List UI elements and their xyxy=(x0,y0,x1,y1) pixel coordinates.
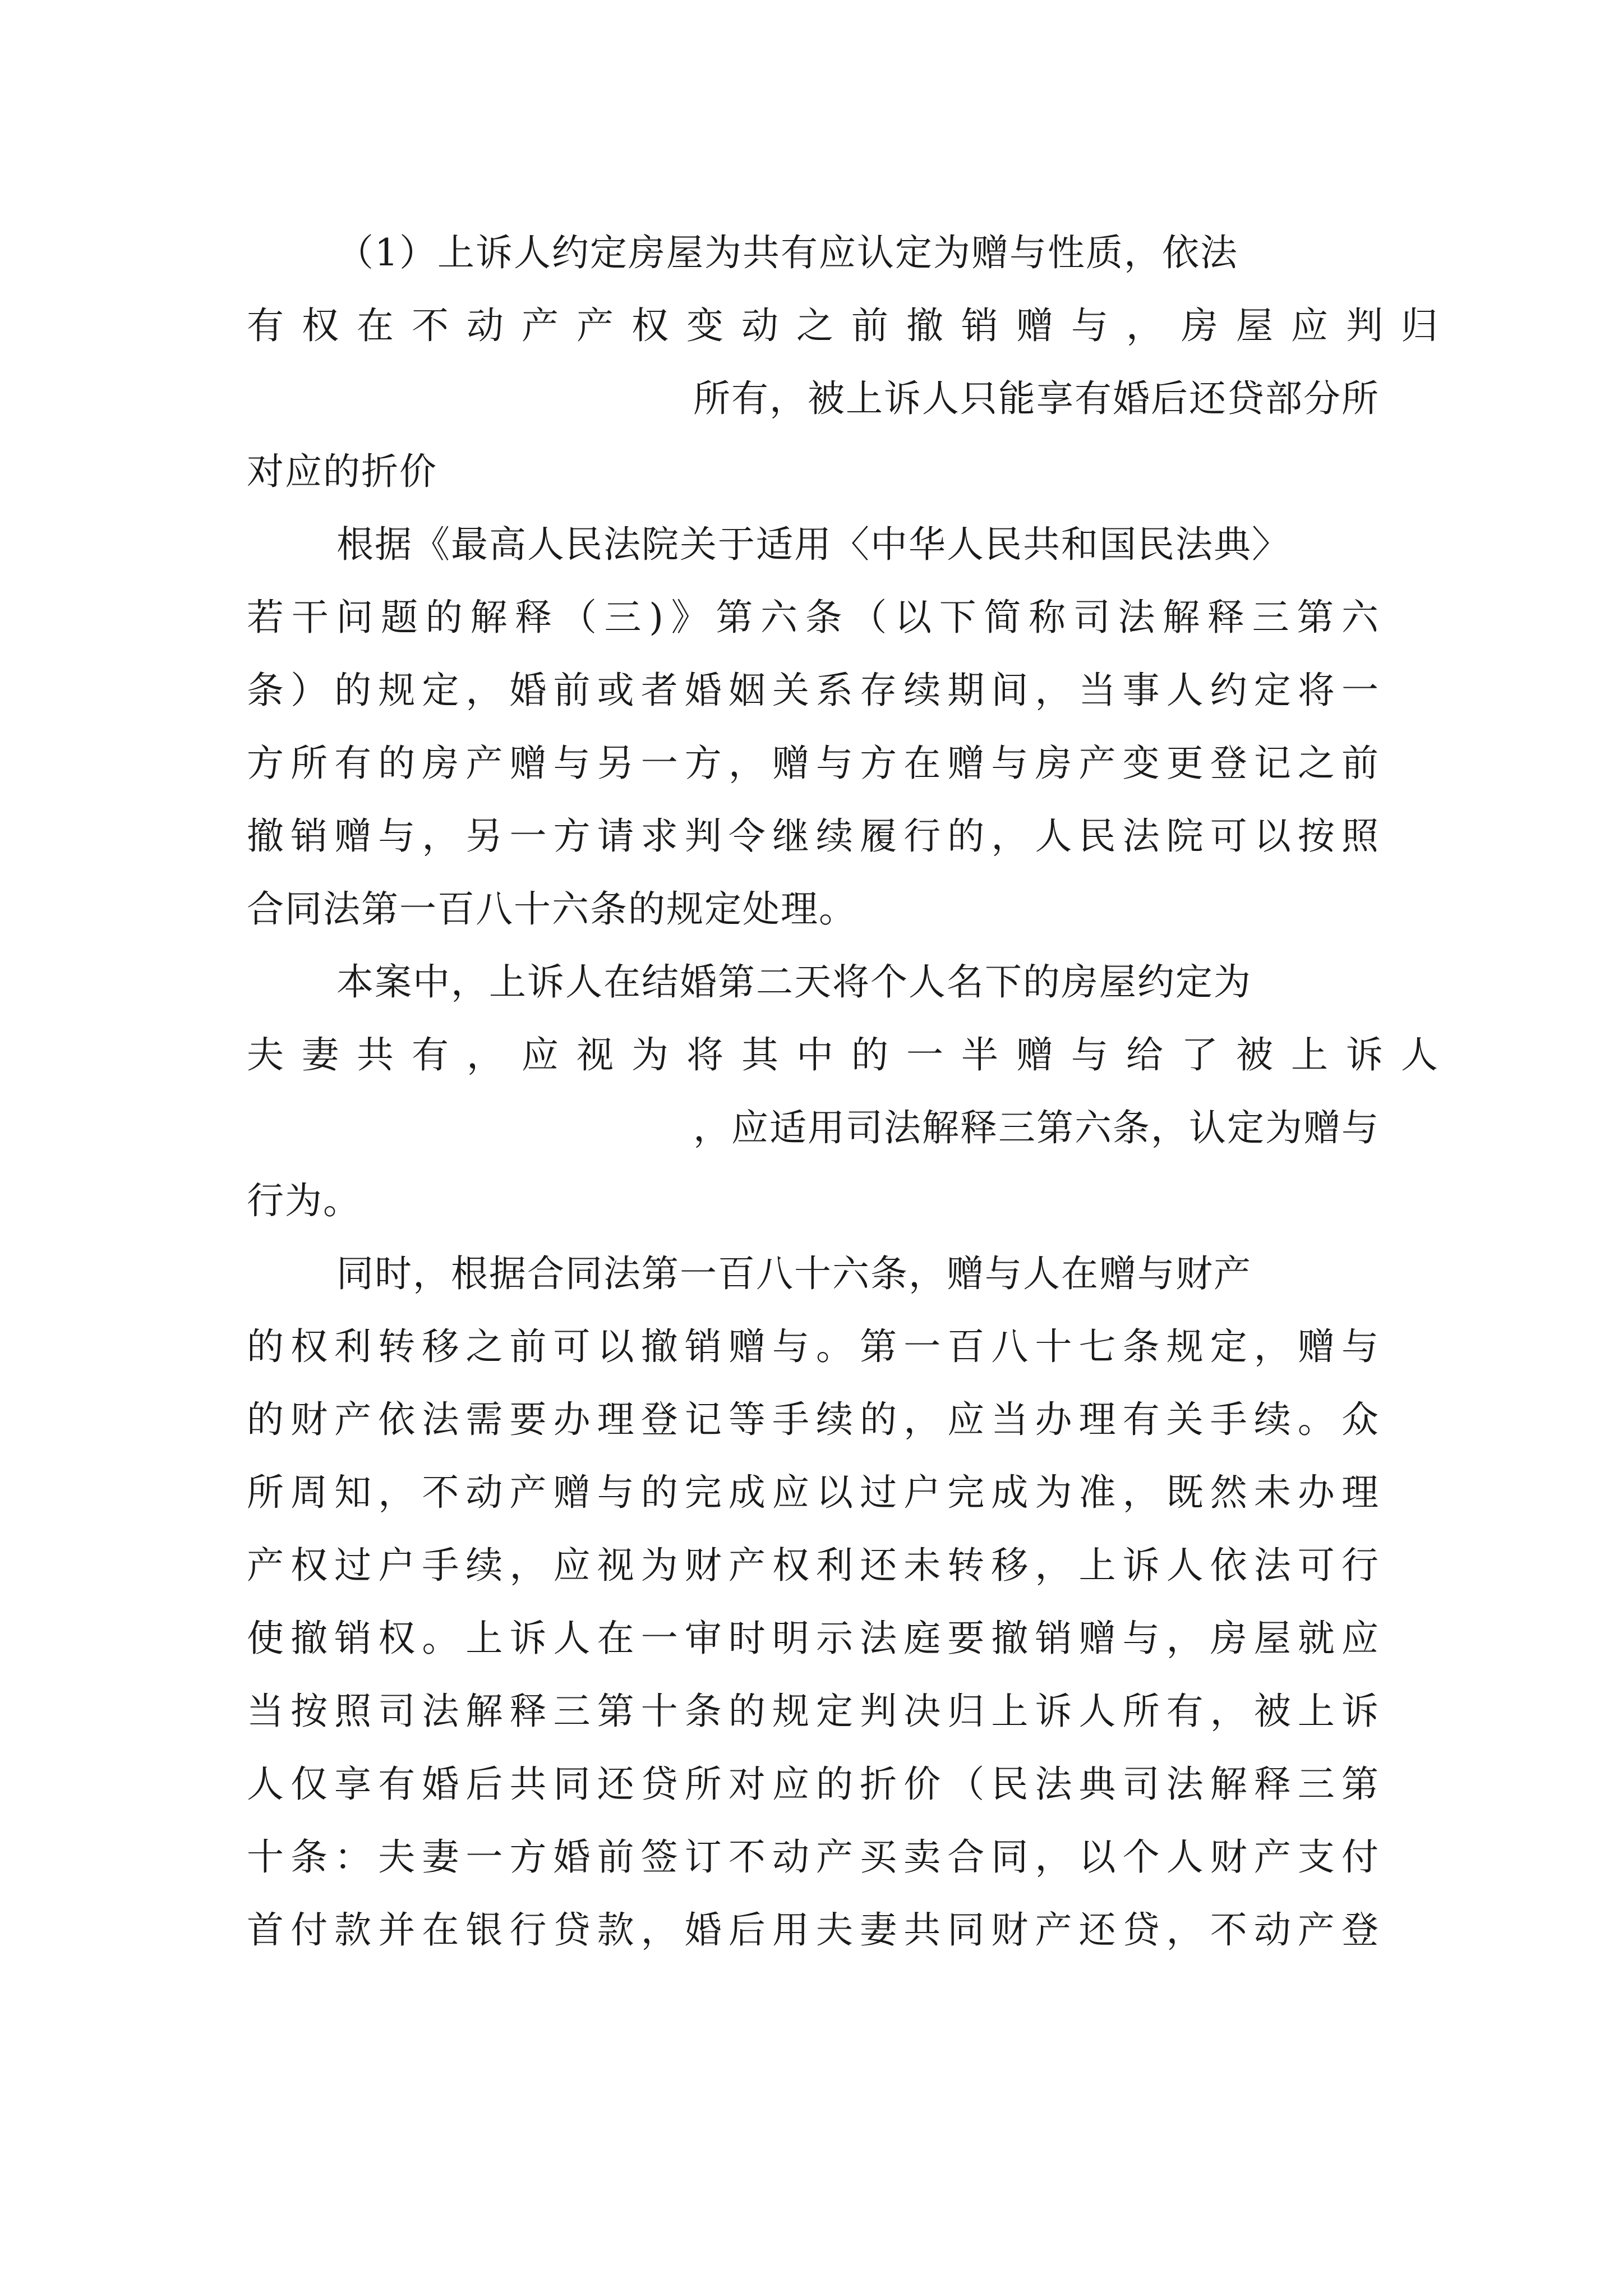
text-line: 使撤销权。上诉人在一审时明示法庭要撤销赠与，房屋就应 xyxy=(247,1617,1380,1660)
text-line: 当按照司法解释三第十条的规定判决归上诉人所有，被上诉 xyxy=(247,1690,1380,1733)
text-line: 若干问题的解释（三)》第六条（以下简称司法解释三第六 xyxy=(247,596,1380,639)
text-line: 有权在不动产产权变动之前撤销赠与，房屋应判归 xyxy=(247,304,1456,347)
text-line: （1）上诉人约定房屋为共有应认定为赠与性质，依法 xyxy=(336,231,1238,274)
text-line: 对应的折价 xyxy=(247,450,437,493)
text-line: 方所有的房产赠与另一方，赠与方在赠与房产变更登记之前 xyxy=(247,742,1380,785)
text-line: ，应适用司法解释三第六条，认定为赠与 xyxy=(693,1106,1380,1149)
text-line: 撤销赠与，另一方请求判令继续履行的，人民法院可以按照 xyxy=(247,815,1380,858)
text-line: 首付款并在银行贷款，婚后用夫妻共同财产还贷，不动产登 xyxy=(247,1908,1380,1952)
text-line: 合同法第一百八十六条的规定处理。 xyxy=(247,887,857,931)
text-line: 所周知，不动产赠与的完成应以过户完成为准，既然未办理 xyxy=(247,1471,1380,1514)
text-line: 行为。 xyxy=(247,1179,361,1222)
text-line: 条）的规定，婚前或者婚姻关系存续期间，当事人约定将一 xyxy=(247,669,1380,712)
text-line: 人仅享有婚后共同还贷所对应的折价（民法典司法解释三第 xyxy=(247,1763,1380,1806)
text-line: 所有，被上诉人只能享有婚后还贷部分所 xyxy=(693,377,1380,420)
text-line: 夫妻共有，应视为将其中的一半赠与给了被上诉人 xyxy=(247,1033,1456,1076)
text-line: 的财产依法需要办理登记等手续的，应当办理有关手续。众 xyxy=(247,1398,1380,1441)
text-line: 根据《最高人民法院关于适用〈中华人民共和国民法典〉 xyxy=(336,523,1290,566)
text-line: 十条：夫妻一方婚前签订不动产买卖合同，以个人财产支付 xyxy=(247,1835,1380,1879)
text-line: 产权过户手续，应视为财产权利还未转移，上诉人依法可行 xyxy=(247,1544,1380,1587)
text-line: 的权利转移之前可以撤销赠与。第一百八十七条规定，赠与 xyxy=(247,1325,1380,1368)
text-line: 本案中，上诉人在结婚第二天将个人名下的房屋约定为 xyxy=(336,960,1252,1004)
text-line: 同时，根据合同法第一百八十六条，赠与人在赠与财产 xyxy=(336,1252,1252,1295)
